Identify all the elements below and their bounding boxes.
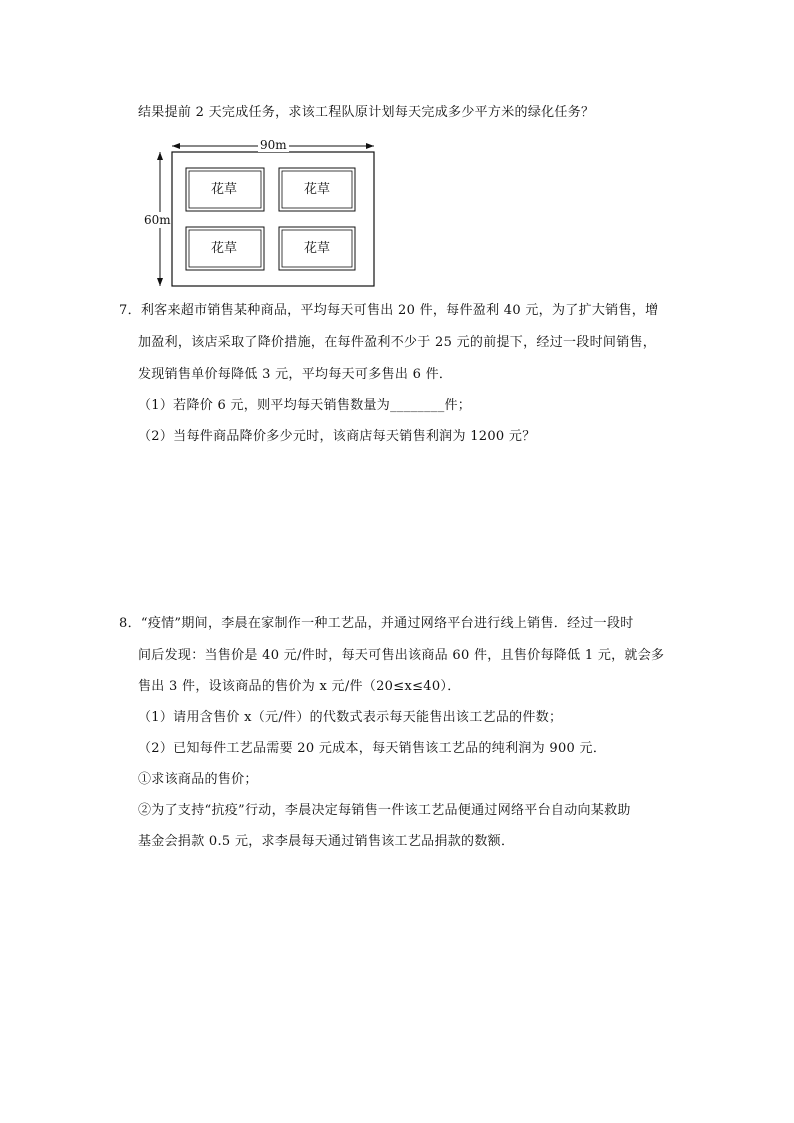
height-arrow-bottom (157, 278, 163, 286)
q8-line-1: 8．“疫情”期间，李晨在家制作一种工艺品，并通过网络平台进行线上销售．经过一段时 (119, 616, 634, 631)
q7-line-1: 7．利客来超市销售某种商品，平均每天可售出 20 件，每件盈利 40 元，为了扩大销售，增 (119, 303, 659, 318)
height-arrow-top (157, 152, 163, 160)
q7-line-3: 发现销售单价每降低 3 元，平均每天可多售出 6 件． (138, 367, 453, 382)
width-label: 90m (260, 138, 287, 152)
garden-diagram (144, 138, 380, 290)
q8-part-2-sub-2-line-1: ②为了支持“抗疫”行动，李晨决定每销售一件该工艺品便通过网络平台自动向某救助 (138, 803, 631, 818)
q8-line-2: 间后发现：当售价是 40 元/件时，每天可售出该商品 60 件，且售价每降低 1 元，就会多 (138, 648, 665, 663)
q8-part-2-sub-1: ①求该商品的售价； (138, 772, 258, 787)
outer-field-rect (172, 152, 374, 286)
intro-text: 结果提前 2 天完成任务，求该工程队原计划每天完成多少平方米的绿化任务？ (138, 105, 595, 120)
bed-2-label: 花草 (304, 182, 331, 197)
q7-line-2: 加盈利，该店采取了降价措施，在每件盈利不少于 25 元的前提下，经过一段时间销售， (138, 335, 657, 350)
q7-part-2: （2）当每件商品降价多少元时，该商店每天销售利润为 1200 元？ (138, 429, 536, 444)
width-arrow-left (172, 143, 180, 149)
bed-3-label: 花草 (211, 241, 238, 256)
q8-part-2: （2）已知每件工艺品需要 20 元成本，每天销售该工艺品的纯利润为 900 元． (138, 741, 607, 756)
q7-part-1: （1）若降价 6 元，则平均每天销售数量为________件； (138, 398, 472, 413)
bed-4-label: 花草 (304, 241, 331, 256)
q8-part-1: （1）请用含售价 x（元/件）的代数式表示每天能售出该工艺品的件数； (138, 710, 563, 725)
q8-part-2-sub-2-line-2: 基金会捐款 0.5 元，求李晨每天通过销售该工艺品捐款的数额． (138, 834, 515, 849)
height-label: 60m (144, 213, 171, 227)
bed-1-label: 花草 (211, 182, 238, 197)
q8-line-3: 售出 3 件，设该商品的售价为 x 元/件（20≤x≤40）． (138, 679, 461, 694)
garden-svg (150, 138, 380, 290)
width-arrow-right (366, 143, 374, 149)
